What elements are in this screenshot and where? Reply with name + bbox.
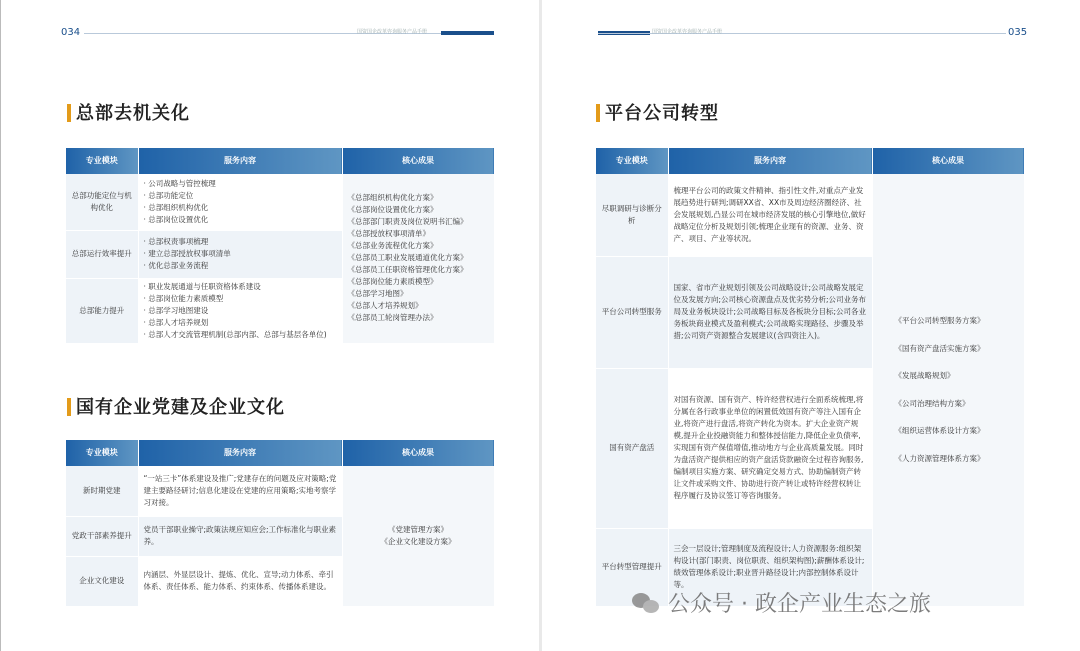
col-header-module: 专业模块: [66, 440, 138, 466]
header-rule: [84, 33, 494, 34]
results-cell: 《总部组织机构优化方案》 《总部岗位设置优化方案》 《总部部门职责及岗位说明书汇编》 《总部授放权事项清单》 《总部业务流程优化方案》 《总部员工职业发展通道优化方案》 《总部员工任职资格管理优化方案》 《总部岗位能力素质模型》 《总部学习地图》 《总部人才培养规划》 《总部员工轮岗管理办法》: [342, 174, 494, 343]
right-header-text: 国资国企改革咨询服务产品手册: [652, 29, 723, 35]
title-accent-bar: [596, 104, 600, 122]
results-cell: 《平台公司转型服务方案》 《国有资产盘活实施方案》 《发展战略规划》 《公司治理结构方案》 《组织运营体系设计方案》 《人力资源管理体系方案》: [872, 174, 1024, 606]
col-header-results: 核心成果: [342, 440, 494, 466]
module-cell: 总部运行效率提升: [66, 230, 138, 278]
content-cell: · 公司战略与管控梳理 · 总部功能定位 · 总部组织机构优化 · 总部岗位设置优化: [138, 174, 342, 230]
table-header-row: [596, 148, 1024, 174]
results-cell: 《党建管理方案》 《企业文化建设方案》: [342, 466, 494, 606]
module-cell: 党政干部素养提升: [66, 516, 138, 556]
col-header-module: 专业模块: [596, 148, 668, 174]
title-accent-bar: [67, 398, 71, 416]
left-page-number: 034: [61, 27, 81, 38]
content-cell: 梳理平台公司的政策文件精神、指引性文件,对重点产业发展趋势进行研判;调研XX省、XX市及周边经济圈经济、社会发展规划,凸显公司在城市经济发展的核心引擎地位,做好战略定位分析及规划引领;梳理企业现有的资源、业务、资产、项目、产业等状况。: [668, 174, 872, 256]
content-cell: “一站三卡”体系建设及推广;党建存在的问题及应对策略;党建主要路径研讨;信息化建设在党建的应用策略;实地考察学习对接。: [138, 466, 342, 516]
module-cell: 平台公司转型服务: [596, 256, 668, 368]
content-cell: 对国有资源、国有资产、特许经营权进行全面系统梳理,将分属在各行政事业单位的闲置低效国有资产等注入国有企业,将资产进行盘活,将资产转化为资本。扩大企业资产规模,提升企业投融资能力和整体授信能力,降低企业负债率,实现国有资产保值增值,推动地方与企业高质量发展。同时为盘活资产提供相应的资产盘活贷款融资全过程咨询服务,编制项目实施方案、研究确定交易方式、协助编制资产转让文件或采购文件、协助进行资产转让或特许经营权转让程序履行及协议签订等咨询服务。: [668, 368, 872, 528]
module-cell: 总部功能定位与机构优化: [66, 174, 138, 230]
content-cell: · 职业发展通道与任职资格体系建设 · 总部岗位能力素质模型 · 总部学习地图建设 · 总部人才培养规划 · 总部人才交流管理机制(总部内部、总部与基层各单位): [138, 278, 342, 343]
col-header-module: 专业模块: [66, 148, 138, 174]
col-header-content: 服务内容: [138, 440, 342, 466]
col-header-results: 核心成果: [342, 148, 494, 174]
content-cell: 国家、省市产业规划引领及公司战略设计;公司战略发展定位及发展方向;公司核心资源盘点及优劣势分析;公司业务布局及业务板块设计;公司战略目标及各板块分目标;公司各业务板块商业模式及盈利模式;公司战略实现路径、步骤及举措;公司资产资源整合发展建议(含四资注入)。: [668, 256, 872, 368]
table-header-row: [66, 148, 494, 174]
right-page: [542, 0, 1080, 651]
module-cell: 国有资产盘活: [596, 368, 668, 528]
content-cell: · 总部权责事项梳理 · 建立总部授放权事项清单 · 优化总部业务流程: [138, 230, 342, 278]
watermark: [632, 587, 931, 618]
left-page: [0, 0, 539, 651]
section-title-party: 国有企业党建及企业文化: [67, 393, 285, 419]
content-cell: 内涵层、外显层设计、提炼、优化、宣导;动力体系、牵引体系、责任体系、能力体系、约束体系、传播体系建设。: [138, 556, 342, 606]
left-header-text: 国资国企改革咨询服务产品手册: [357, 29, 428, 35]
module-cell: 企业文化建设: [66, 556, 138, 606]
header-accent: [441, 31, 494, 35]
content-cell: 党员干部职业操守;政策法规应知应会;工作标准化与职业素养。: [138, 516, 342, 556]
table-row: [596, 174, 1024, 256]
section-title-hq: 总部去机关化: [67, 99, 190, 125]
module-cell: 新时期党建: [66, 466, 138, 516]
module-cell: 总部能力提升: [66, 278, 138, 343]
section-title-platform: 平台公司转型: [596, 99, 719, 125]
module-cell: 尽职调研与诊断分析: [596, 174, 668, 256]
col-header-content: 服务内容: [138, 148, 342, 174]
party-table: [66, 440, 495, 607]
table-row: [66, 466, 494, 516]
table-row: [66, 174, 494, 230]
right-page-number: 035: [1008, 27, 1028, 38]
title-accent-bar: [67, 104, 71, 122]
content-cell: 三会一层设计;管理制度及流程设计;人力资源服务:组织架构设计(部门职责、岗位职责、组织架构图);薪酬体系设计;绩效管理体系设计;职业晋升路径设计;内部控制体系设计等。: [668, 528, 872, 606]
wechat-icon: [632, 591, 662, 615]
col-header-results: 核心成果: [872, 148, 1024, 174]
watermark-text: 公众号 · 政企产业生态之旅: [668, 592, 931, 617]
hq-table: [66, 148, 495, 344]
module-cell: 平台转型管理提升: [596, 528, 668, 606]
col-header-content: 服务内容: [668, 148, 872, 174]
table-header-row: [66, 440, 494, 466]
platform-table: [596, 148, 1025, 607]
